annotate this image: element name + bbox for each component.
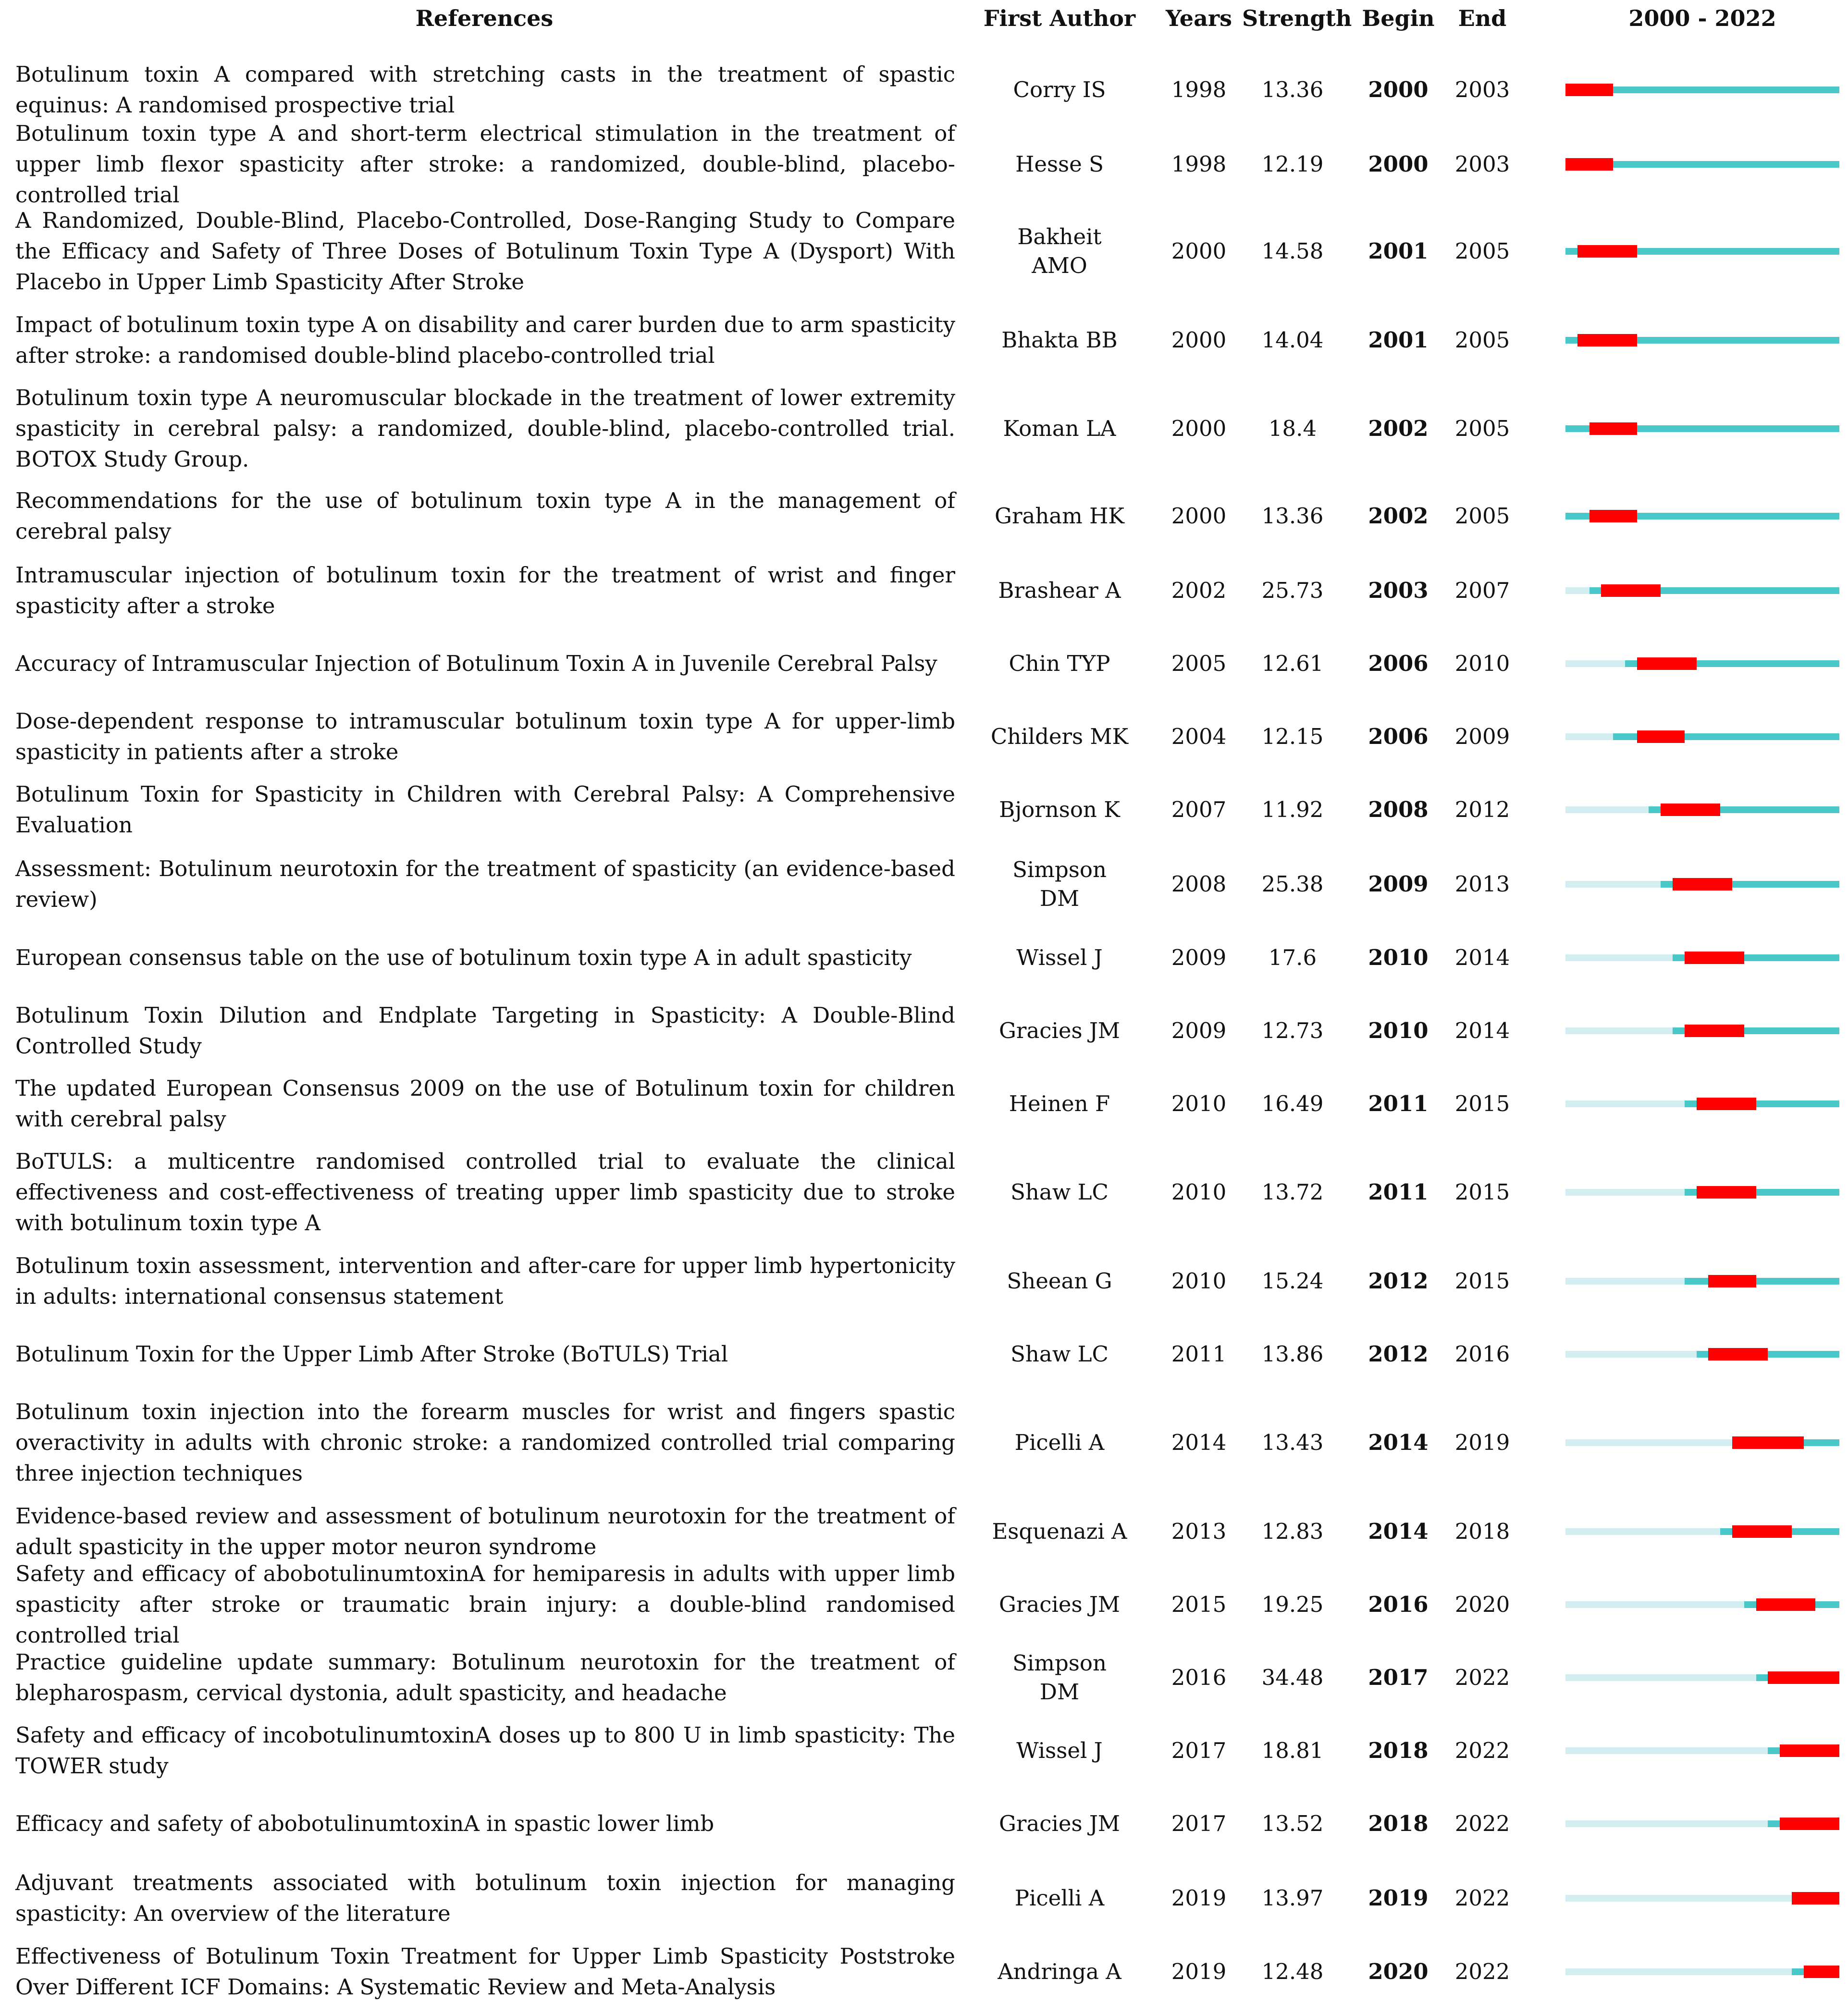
burst-strength: 14.04 (1261, 327, 1324, 353)
burst-timeline (1565, 241, 1839, 262)
burst-end: 2019 (1454, 1430, 1510, 1455)
publication-year: 2009 (1171, 1018, 1227, 1043)
burst-strength: 25.38 (1261, 871, 1324, 897)
burst-strength: 13.97 (1261, 1885, 1324, 1911)
burst-strength: 12.83 (1261, 1519, 1324, 1544)
first-author: Sheean G (1007, 1268, 1112, 1294)
burst-end: 2015 (1454, 1179, 1510, 1205)
burst-strength: 12.19 (1261, 151, 1324, 177)
burst-end: 2015 (1454, 1091, 1510, 1116)
header-end: End (1458, 5, 1507, 31)
burst-strength: 12.73 (1261, 1018, 1324, 1043)
burst-timeline (1565, 1740, 1839, 1761)
burst-end: 2018 (1454, 1519, 1510, 1544)
burst-begin: 2006 (1368, 724, 1429, 749)
burst-begin: 2012 (1368, 1341, 1429, 1367)
first-author: Wissel J (1016, 945, 1103, 970)
timeline-inactive-segment (1565, 1528, 1720, 1535)
timeline-burst-segment (1768, 1671, 1839, 1684)
burst-begin: 2018 (1368, 1738, 1429, 1763)
publication-year: 2015 (1171, 1592, 1227, 1617)
first-author: Brashear A (998, 578, 1121, 603)
timeline-burst-segment (1637, 730, 1685, 743)
burst-strength: 18.81 (1261, 1738, 1324, 1763)
first-author: Shaw LC (1010, 1179, 1109, 1205)
timeline-inactive-segment (1565, 660, 1625, 667)
timeline-burst-segment (1673, 878, 1732, 891)
timeline-burst-segment (1708, 1348, 1768, 1360)
burst-timeline (1565, 1961, 1839, 1982)
burst-strength: 13.72 (1261, 1179, 1324, 1205)
header-years: Years (1165, 5, 1232, 31)
burst-begin: 2003 (1368, 578, 1429, 603)
reference-title: Botulinum Toxin Dilution and Endplate Targeting in Spasticity: A Double-Blind Controlled Study (15, 1002, 955, 1059)
timeline-inactive-segment (1565, 1027, 1673, 1034)
reference-title: Botulinum toxin type A neuromuscular blockade in the treatment of lower extremity spasticity in cerebral palsy: a randomized, double-blind, placebo-controlled trial. BOTOX Study Group. (15, 385, 955, 472)
burst-begin: 2006 (1368, 651, 1429, 676)
burst-end: 2003 (1454, 151, 1510, 177)
burst-end: 2016 (1454, 1341, 1510, 1367)
timeline-inactive-segment (1565, 1189, 1685, 1196)
publication-year: 1998 (1171, 151, 1227, 177)
burst-strength: 12.15 (1261, 724, 1324, 749)
burst-begin: 2000 (1368, 77, 1429, 102)
publication-year: 2007 (1171, 797, 1227, 822)
timeline-inactive-segment (1565, 1820, 1768, 1827)
reference-title: Recommendations for the use of botulinum toxin type A in the management of cerebral palsy (15, 488, 955, 544)
timeline-inactive-segment (1565, 733, 1613, 740)
burst-timeline (1565, 1521, 1839, 1542)
header-first-author: First Author (983, 5, 1136, 31)
reference-title: BoTULS: a multicentre randomised controlled trial to evaluate the clinical effectiveness and cost-effectiveness of treating upper limb spasticity due to stroke with botulinum toxin type A (15, 1149, 955, 1236)
reference-title: Botulinum Toxin for Spasticity in Children with Cerebral Palsy: A Comprehensive Evaluation (15, 781, 955, 838)
burst-strength: 25.73 (1261, 578, 1324, 603)
burst-end: 2014 (1454, 1018, 1510, 1043)
burst-timeline (1565, 79, 1839, 100)
burst-end: 2005 (1454, 503, 1510, 529)
burst-end: 2013 (1454, 871, 1510, 897)
first-author: Picelli A (1014, 1885, 1105, 1911)
publication-year: 2008 (1171, 871, 1227, 897)
burst-end: 2022 (1454, 1885, 1510, 1911)
timeline-burst-segment (1804, 1966, 1839, 1978)
burst-end: 2015 (1454, 1268, 1510, 1294)
burst-timeline (1565, 154, 1839, 175)
burst-timeline (1565, 580, 1839, 601)
timeline-burst-segment (1601, 584, 1661, 597)
burst-begin: 2020 (1368, 1959, 1429, 1984)
burst-begin: 2012 (1368, 1268, 1429, 1294)
publication-year: 2017 (1171, 1811, 1227, 1836)
burst-end: 2005 (1454, 327, 1510, 353)
publication-year: 2010 (1171, 1091, 1227, 1116)
first-author: Corry IS (1013, 77, 1106, 102)
burst-end: 2009 (1454, 724, 1510, 749)
reference-title: Impact of botulinum toxin type A on disability and carer burden due to arm spasticity after stroke: a randomised double-blind placebo-controlled trial (15, 312, 955, 368)
burst-begin: 2008 (1368, 797, 1429, 822)
publication-year: 2014 (1171, 1430, 1227, 1455)
burst-begin: 2014 (1368, 1430, 1429, 1455)
burst-end: 2012 (1454, 797, 1510, 822)
timeline-inactive-segment (1565, 1747, 1768, 1754)
reference-title: Efficacy and safety of abobotulinumtoxinA in spastic lower limb (15, 1811, 715, 1836)
reference-title: Practice guideline update summary: Botulinum neurotoxin for the treatment of blepharospasm, cervical dystonia, adult spasticity, and headache (15, 1649, 955, 1706)
burst-timeline (1565, 506, 1839, 527)
publication-year: 2019 (1171, 1959, 1227, 1984)
burst-timeline (1565, 653, 1839, 674)
publication-year: 2000 (1171, 327, 1227, 353)
burst-end: 2022 (1454, 1811, 1510, 1836)
burst-begin: 2018 (1368, 1811, 1429, 1836)
first-author: Shaw LC (1010, 1341, 1109, 1367)
burst-end: 2005 (1454, 416, 1510, 441)
burst-timeline (1565, 1271, 1839, 1292)
burst-timeline (1565, 799, 1839, 820)
burst-timeline (1565, 1182, 1839, 1203)
burst-begin: 2014 (1368, 1519, 1429, 1544)
timeline-burst-segment (1780, 1744, 1839, 1757)
publication-year: 2010 (1171, 1268, 1227, 1294)
burst-end: 2005 (1454, 238, 1510, 264)
publication-year: 2009 (1171, 945, 1227, 970)
first-author: Bhakta BB (1001, 327, 1118, 353)
first-author: Koman LA (1003, 416, 1116, 441)
burst-end: 2014 (1454, 945, 1510, 970)
burst-strength: 13.36 (1261, 77, 1324, 102)
first-author: Esquenazi A (992, 1519, 1127, 1544)
burst-timeline (1565, 1667, 1839, 1688)
first-author: Childers MK (990, 724, 1129, 749)
burst-begin: 2002 (1368, 416, 1429, 441)
first-author: Graham HK (995, 503, 1124, 529)
burst-begin: 2002 (1368, 503, 1429, 529)
timeline-inactive-segment (1565, 1601, 1744, 1608)
timeline-inactive-segment (1565, 881, 1661, 888)
timeline-inactive-segment (1565, 1968, 1792, 1975)
burst-strength: 14.58 (1261, 238, 1324, 264)
burst-strength: 17.6 (1268, 945, 1317, 970)
reference-title: Adjuvant treatments associated with botulinum toxin injection for managing spasticity: An overview of the literature (15, 1870, 955, 1926)
publication-year: 2005 (1171, 651, 1227, 676)
first-author: Hesse S (1015, 151, 1104, 177)
burst-end: 2010 (1454, 651, 1510, 676)
burst-timeline (1565, 1020, 1839, 1041)
timeline-burst-segment (1565, 158, 1613, 171)
reference-title: Accuracy of Intramuscular Injection of Botulinum Toxin A in Juvenile Cerebral Palsy (15, 651, 937, 676)
timeline-burst-segment (1708, 1275, 1756, 1287)
burst-strength: 18.4 (1268, 416, 1317, 441)
reference-title: Intramuscular injection of botulinum toxin for the treatment of wrist and finger spasticity after a stroke (15, 562, 955, 618)
timeline-burst-segment (1637, 657, 1697, 670)
first-author: Gracies JM (998, 1811, 1121, 1836)
burst-begin: 2019 (1368, 1885, 1429, 1911)
timeline-inactive-segment (1565, 1895, 1792, 1902)
timeline-burst-segment (1589, 510, 1637, 522)
burst-strength: 13.52 (1261, 1811, 1324, 1836)
burst-end: 2020 (1454, 1592, 1510, 1617)
reference-title: European consensus table on the use of botulinum toxin type A in adult spasticity (15, 945, 912, 970)
reference-title: Safety and efficacy of incobotulinumtoxinA doses up to 800 U in limb spasticity: The TOWER study (15, 1722, 955, 1779)
timeline-burst-segment (1565, 84, 1613, 96)
publication-year: 2004 (1171, 724, 1227, 749)
first-author: Chin TYP (1009, 651, 1110, 676)
burst-begin: 2000 (1368, 151, 1429, 177)
publication-year: 2017 (1171, 1738, 1227, 1763)
timeline-burst-segment (1589, 422, 1637, 435)
publication-year: 2000 (1171, 416, 1227, 441)
burst-begin: 2011 (1368, 1091, 1429, 1116)
timeline-burst-segment (1577, 245, 1637, 258)
timeline-inactive-segment (1565, 587, 1589, 594)
burst-timeline (1565, 418, 1839, 439)
burst-timeline (1565, 1093, 1839, 1114)
burst-timeline (1565, 1344, 1839, 1365)
burst-end: 2007 (1454, 578, 1510, 603)
first-author: Simpson DM (1012, 1650, 1107, 1705)
publication-year: 1998 (1171, 77, 1227, 102)
reference-title: Dose-dependent response to intramuscular botulinum toxin type A for upper-limb spasticity in patients after a stroke (15, 708, 955, 765)
burst-timeline (1565, 874, 1839, 895)
reference-title: Botulinum Toxin for the Upper Limb After Stroke (BoTULS) Trial (15, 1341, 728, 1367)
first-author: Wissel J (1016, 1738, 1103, 1763)
burst-timeline (1565, 1432, 1839, 1453)
reference-title: Evidence-based review and assessment of botulinum neurotoxin for the treatment of adult spasticity in the upper motor neuron syndrome (15, 1503, 955, 1559)
burst-timeline (1565, 1888, 1839, 1909)
reference-title: Effectiveness of Botulinum Toxin Treatment for Upper Limb Spasticity Poststroke Over Different ICF Domains: A Systematic Review and Meta-Analysis (15, 1943, 955, 2000)
first-author: Heinen F (1009, 1091, 1110, 1116)
burst-begin: 2011 (1368, 1179, 1429, 1205)
first-author: Picelli A (1014, 1430, 1105, 1455)
burst-strength: 34.48 (1261, 1665, 1324, 1690)
burst-strength: 13.43 (1261, 1430, 1324, 1455)
burst-strength: 12.48 (1261, 1959, 1324, 1984)
burst-end: 2022 (1454, 1959, 1510, 1984)
publication-year: 2011 (1171, 1341, 1227, 1367)
publication-year: 2000 (1171, 238, 1227, 264)
burst-begin: 2017 (1368, 1665, 1429, 1690)
publication-year: 2000 (1171, 503, 1227, 529)
timeline-inactive-segment (1565, 1439, 1732, 1446)
burst-timeline (1565, 330, 1839, 351)
burst-strength: 15.24 (1261, 1268, 1324, 1294)
timeline-inactive-segment (1565, 1278, 1685, 1285)
burst-begin: 2001 (1368, 238, 1429, 264)
publication-year: 2019 (1171, 1885, 1227, 1911)
first-author: Gracies JM (998, 1592, 1121, 1617)
timeline-burst-segment (1577, 334, 1637, 346)
first-author: Bjornson K (999, 797, 1120, 822)
burst-strength: 12.61 (1261, 651, 1324, 676)
timeline-active-segment (1685, 1278, 1839, 1285)
timeline-inactive-segment (1565, 806, 1649, 813)
timeline-burst-segment (1661, 804, 1720, 816)
timeline-burst-segment (1792, 1892, 1839, 1905)
timeline-burst-segment (1780, 1818, 1839, 1830)
burst-begin: 2016 (1368, 1592, 1429, 1617)
burst-timeline (1565, 1594, 1839, 1615)
burst-begin: 2001 (1368, 327, 1429, 353)
timeline-burst-segment (1685, 952, 1744, 964)
reference-title: The updated European Consensus 2009 on the use of Botulinum toxin for children with cerebral palsy (15, 1076, 955, 1132)
timeline-burst-segment (1685, 1025, 1744, 1037)
timeline-burst-segment (1732, 1436, 1804, 1449)
timeline-burst-segment (1732, 1525, 1792, 1538)
publication-year: 2016 (1171, 1665, 1227, 1690)
reference-title: Botulinum toxin A compared with stretching casts in the treatment of spastic equinus: A randomised prospective trial (15, 62, 955, 118)
burst-strength: 16.49 (1261, 1091, 1324, 1116)
timeline-inactive-segment (1565, 1674, 1756, 1681)
burst-end: 2003 (1454, 77, 1510, 102)
header-strength: Strength (1242, 5, 1352, 31)
first-author: Gracies JM (998, 1018, 1121, 1043)
first-author: Andringa A (998, 1959, 1121, 1984)
reference-title: A Randomized, Double-Blind, Placebo-Controlled, Dose-Ranging Study to Compare the Efficacy and Safety of Three Doses of Botulinum Toxin Type A (Dysport) With Placebo in Upper Limb Spasticity After Stroke (15, 208, 955, 295)
timeline-burst-segment (1697, 1098, 1756, 1110)
reference-title: Botulinum toxin assessment, intervention and after-care for upper limb hypertonicity in adults: international consensus statement (15, 1253, 955, 1309)
burst-begin: 2010 (1368, 1018, 1429, 1043)
timeline-inactive-segment (1565, 1101, 1685, 1107)
publication-year: 2002 (1171, 578, 1227, 603)
header-references: References (415, 5, 554, 31)
burst-timeline (1565, 947, 1839, 968)
timeline-burst-segment (1697, 1186, 1756, 1199)
burst-begin: 2009 (1368, 871, 1429, 897)
first-author: Simpson DM (1012, 857, 1107, 911)
header-begin: Begin (1362, 5, 1435, 31)
reference-title: Assessment: Botulinum neurotoxin for the treatment of spasticity (an evidence-based review) (15, 856, 955, 912)
timeline-inactive-segment (1565, 1351, 1697, 1358)
reference-title: Safety and efficacy of abobotulinumtoxinA for hemiparesis in adults with upper limb spasticity after stroke or traumatic brain injury: a double-blind randomised controlled trial (15, 1561, 955, 1648)
first-author: Bakheit AMO (1017, 224, 1102, 278)
burst-end: 2022 (1454, 1665, 1510, 1690)
timeline-inactive-segment (1565, 954, 1673, 961)
reference-title: Botulinum toxin injection into the forearm muscles for wrist and fingers spastic overactivity in adults with chronic stroke: a randomized controlled trial comparing three injection techniques (15, 1399, 955, 1486)
timeline-burst-segment (1756, 1598, 1816, 1611)
burst-strength: 11.92 (1261, 797, 1324, 822)
burst-timeline (1565, 1813, 1839, 1834)
burst-timeline (1565, 726, 1839, 747)
burst-strength: 19.25 (1261, 1592, 1324, 1617)
reference-title: Botulinum toxin type A and short-term electrical stimulation in the treatment of upper limb flexor spasticity after stroke: a randomized, double-blind, placebo-controlled trial (15, 121, 955, 208)
publication-year: 2010 (1171, 1179, 1227, 1205)
header-timeline-range: 2000 - 2022 (1628, 5, 1776, 31)
burst-begin: 2010 (1368, 945, 1429, 970)
publication-year: 2013 (1171, 1519, 1227, 1544)
burst-end: 2022 (1454, 1738, 1510, 1763)
burst-strength: 13.86 (1261, 1341, 1324, 1367)
burst-strength: 13.36 (1261, 503, 1324, 529)
